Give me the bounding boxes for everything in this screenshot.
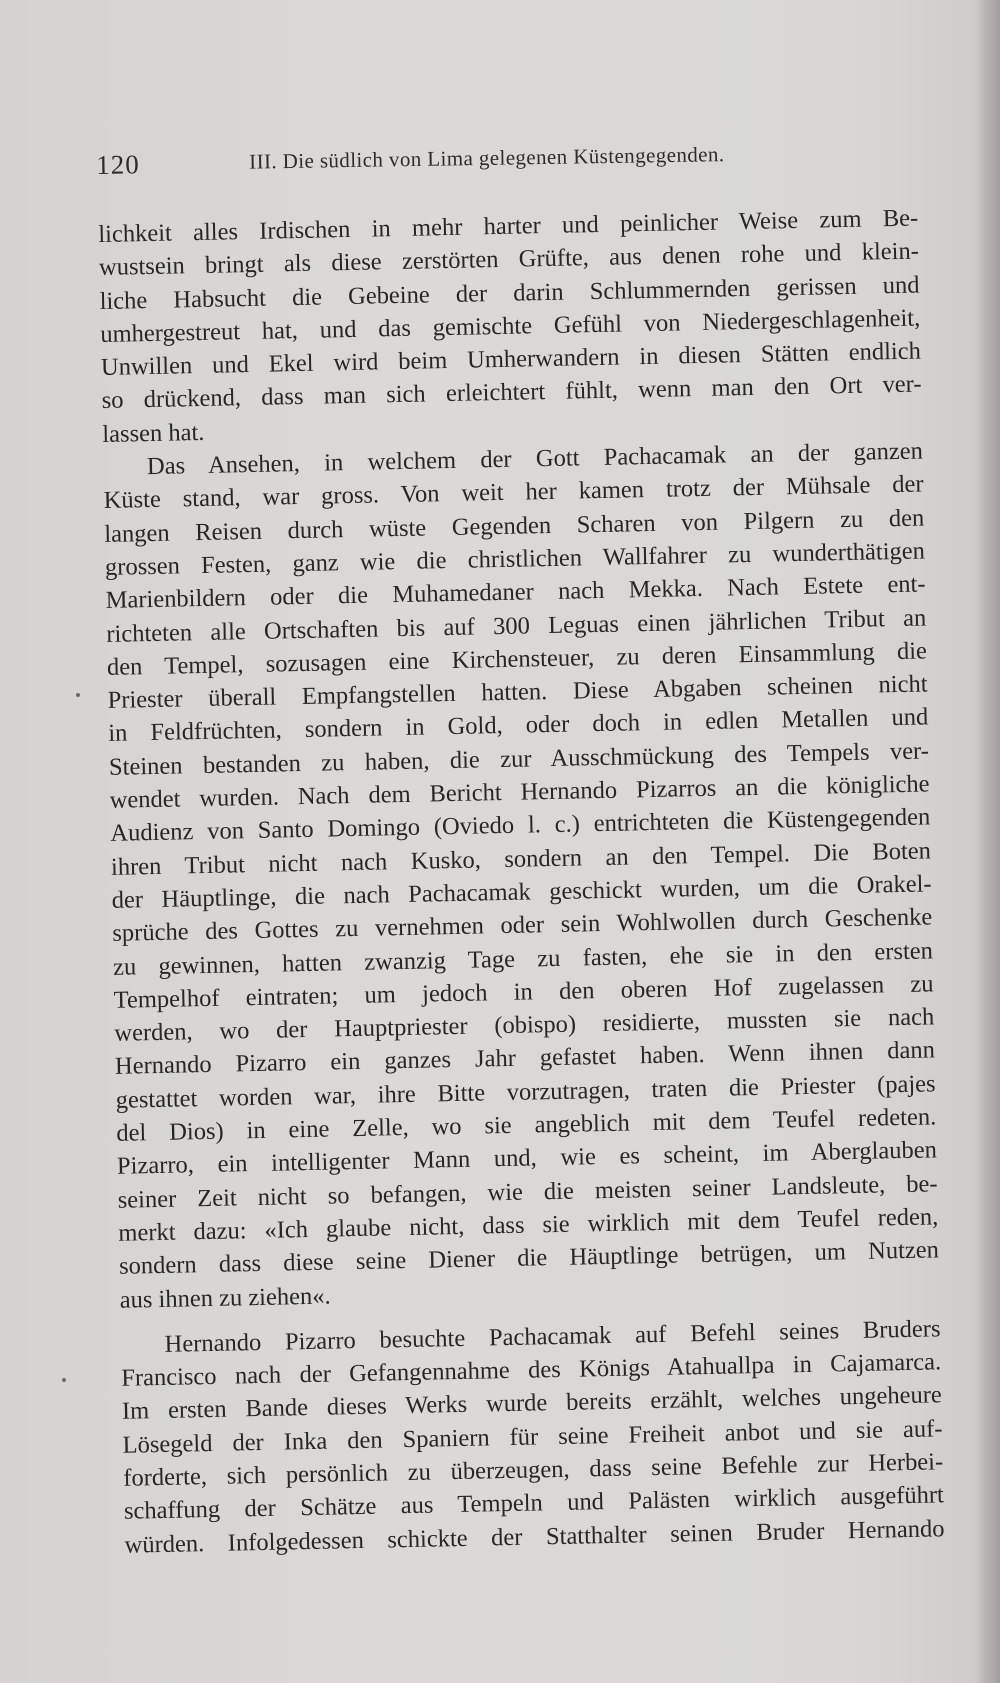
text-line: würden. Infolgedessen schickte der Statthalter seinen Bruder Hernando bbox=[124, 1514, 945, 1559]
text-line: grossen Festen, ganz wie die christlichen Wallfahrer zu wunderthätigen bbox=[104, 537, 926, 581]
text-line: Im ersten Bande dieses Werks wurde bereits erzählt, welches ungeheure bbox=[121, 1381, 943, 1426]
margin-mark bbox=[62, 1378, 66, 1382]
text-line: seiner Zeit nicht so befangen, wie die meisten seiner Landsleute, be- bbox=[117, 1169, 938, 1214]
text-line: umhergestreut hat, und das gemischte Gefühl von Niedergeschlagenheit, bbox=[100, 304, 921, 348]
text-line: del Dios) in eine Zelle, wo sie angeblich mit dem Teufel redeten. bbox=[116, 1103, 937, 1147]
text-line: langen Reisen durch wüste Gegenden Scharen von Pilgern zu den bbox=[104, 504, 925, 548]
body-text bbox=[98, 202, 945, 1562]
page-number: 120 bbox=[96, 149, 140, 180]
text-line: schaffung der Schätze aus Tempeln und Palästen wirklich ausgeführt bbox=[123, 1481, 945, 1526]
paragraph bbox=[120, 1312, 945, 1561]
text-line: aus ihnen zu ziehen«. bbox=[119, 1282, 331, 1314]
text-line: Lösegeld der Inka den Spaniern für seine Freiheit anbot und sie auf- bbox=[122, 1414, 943, 1459]
text-line: Steinen bestanden zu haben, die zur Ausschmückung des Tempels ver- bbox=[108, 737, 930, 781]
text-line: sprüche des Gottes zu vernehmen oder sein Wohlwollen durch Geschenke bbox=[112, 903, 933, 948]
text-line: forderte, sich persönlich zu überzeugen, dass seine Befehle zur Herbei- bbox=[123, 1448, 944, 1492]
text-line: werden, wo der Hauptpriester (obispo) residierte, mussten sie nach bbox=[114, 1003, 935, 1047]
text-line: liche Habsucht die Gebeine der darin Schlummernden gerissen und bbox=[99, 271, 920, 315]
text-line: Marienbildern oder die Muhamedaner nach Mekka. Nach Estete ent- bbox=[105, 570, 926, 615]
text-line: Audienz von Santo Domingo (Oviedo l. c.) entrichteten die Küstengegenden bbox=[110, 803, 931, 848]
text-line: Tempelhof eintraten; um jedoch in den oberen Hof zugelassen zu bbox=[113, 970, 934, 1014]
text-line: merkt dazu: «Ich glaube nicht, dass sie wirklich mit dem Teufel reden, bbox=[118, 1203, 939, 1247]
text-line: der Häuptlinge, die nach Pachacamak geschickt wurden, um die Orakel- bbox=[111, 870, 932, 914]
text-line: lichkeit alles Irdischen in mehr harter und peinlicher Weise zum Be- bbox=[98, 204, 919, 248]
paragraph bbox=[98, 202, 923, 451]
text-line: Hernando Pizarro ein ganzes Jahr gefastet haben. Wenn ihnen dann bbox=[114, 1036, 936, 1081]
text-line: so drückend, dass man sich erleichtert fühlt, wenn man den Ort ver- bbox=[101, 370, 922, 415]
text-line: in Feldfrüchten, sondern in Gold, oder doch in edlen Metallen und bbox=[108, 703, 929, 748]
text-line: Das Ansehen, in welchem der Gott Pachacamak an der ganzen bbox=[146, 437, 924, 481]
text-line: Hernando Pizarro besuchte Pachacamak auf Befehl seines Bruders bbox=[164, 1315, 941, 1358]
text-line: Küste stand, war gross. Von weit her kamen trotz der Mühsale der bbox=[103, 470, 924, 515]
running-head: III. Die südlich von Lima gelegenen Küstengegenden. bbox=[249, 142, 725, 174]
margin-mark bbox=[76, 693, 80, 697]
text-line: den Tempel, sozusagen eine Kirchensteuer, zu deren Einsammlung die bbox=[106, 637, 928, 681]
text-line: ihren Tribut nicht nach Kusko, sondern an den Tempel. Die Boten bbox=[110, 837, 932, 881]
text-line: lassen hat. bbox=[102, 418, 205, 448]
paragraph bbox=[103, 435, 940, 1317]
text-line: sondern dass diese seine Diener die Häuptlinge betrügen, um Nutzen bbox=[118, 1236, 940, 1280]
text-line: Francisco nach der Gefangennahme des Königs Atahuallpa in Cajamarca. bbox=[121, 1348, 942, 1392]
text-line: Pizarro, ein intelligenter Mann und, wie es scheint, im Aberglauben bbox=[116, 1136, 938, 1181]
page-binding-shadow bbox=[978, 0, 1000, 1683]
text-line: Unwillen und Ekel wird beim Umherwandern in diesen Stätten endlich bbox=[100, 337, 922, 382]
text-line: wendet wurden. Nach dem Bericht Hernando Pizarros an die königliche bbox=[109, 770, 930, 814]
text-line: richteten alle Ortschaften bis auf 300 Leguas einen jährlichen Tribut an bbox=[106, 604, 927, 648]
text-line: Priester überall Empfangstellen hatten. Diese Abgaben scheinen nicht bbox=[107, 670, 928, 715]
text-line: gestattet worden war, ihre Bitte vorzutragen, traten die Priester (pajes bbox=[115, 1070, 936, 1114]
text-line: zu gewinnen, hatten zwanzig Tage zu fasten, ehe sie in den ersten bbox=[112, 936, 934, 981]
text-line: wustsein bringt als diese zerstörten Grüfte, aus denen rohe und klein- bbox=[98, 237, 920, 282]
page-header bbox=[96, 137, 897, 190]
